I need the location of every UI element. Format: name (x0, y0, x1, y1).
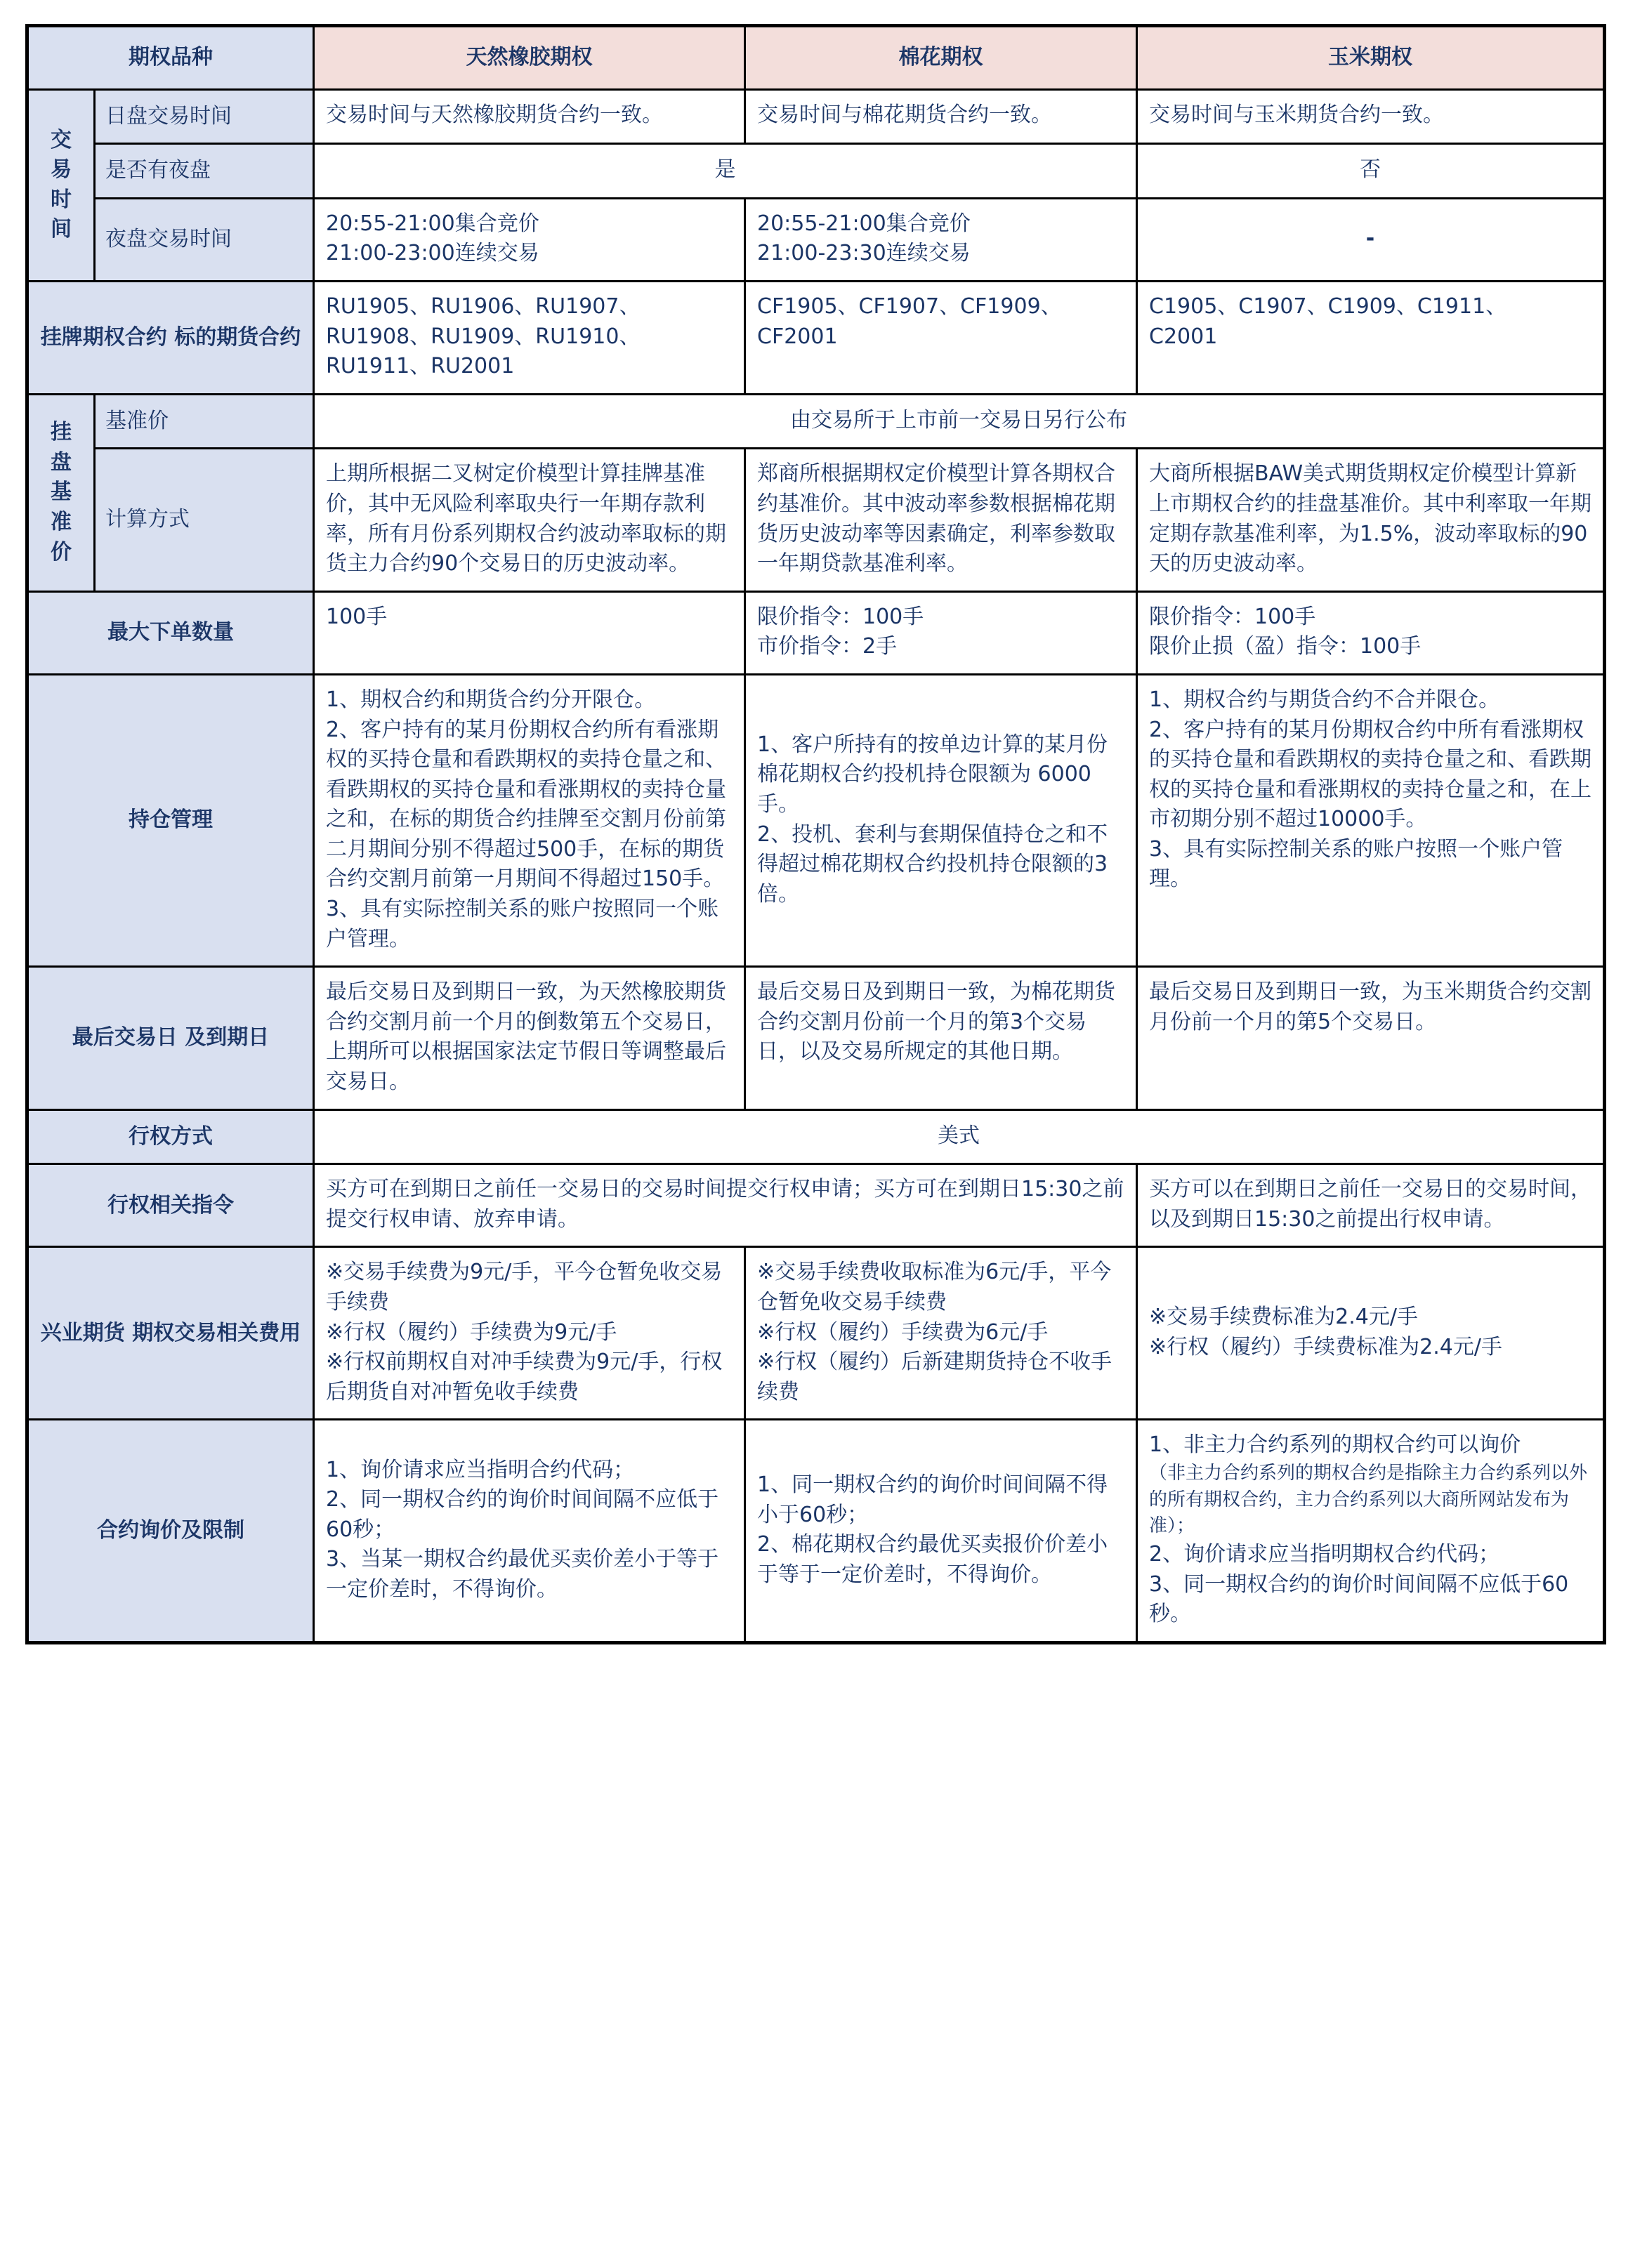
listed-contracts-corn-line-1: C1905、C1907、C1909、C1911、 (1149, 294, 1507, 319)
header-key-label: 期权品种 (27, 26, 314, 90)
listed-contracts-corn-line-2: C2001 (1149, 324, 1218, 349)
fees-rubber-line-3: ※行权前期权自对冲手续费为9元/手，行权后期货自对冲暂免收手续费 (326, 1350, 723, 1404)
last-trading-day-label-line-2: 及到期日 (185, 1025, 270, 1050)
group-label-listing-benchmark-text: 挂盘基准价 (51, 420, 72, 565)
fees-cotton-line-3: ※行权（履约）后新建期货持仓不收手续费 (757, 1350, 1112, 1404)
row-label-position-management: 持仓管理 (27, 674, 314, 966)
night-session-rubber-line-2: 21:00-23:00连续交易 (326, 241, 539, 266)
row-label-fees (27, 1247, 314, 1420)
row-label-max-order-qty: 最大下单数量 (27, 591, 314, 674)
table-row-exercise-style (27, 1109, 1605, 1164)
cell-calc-method-corn: 大商所根据BAW美式期货期权定价模型计算新上市期权合约的挂盘基准价。其中利率取一年期定期存款基准利率，为1.5%，波动率取标的90天的历史波动率。 (1137, 449, 1605, 591)
cell-quote-inquiry-rubber (314, 1420, 745, 1642)
group-label-trading-time-text: 交易时间 (51, 127, 72, 242)
quote-inquiry-corn-line-3: 3、同一期权合约的询价时间间隔不应低于60秒。 (1149, 1571, 1569, 1627)
cell-has-night-session-rubber-cotton: 是 (314, 144, 1137, 199)
fees-rubber-line-2: ※行权（履约）手续费为9元/手 (326, 1319, 617, 1345)
cell-calc-method-cotton: 郑商所根据期权定价模型计算各期权合约基准价。其中波动率参数根据棉花期货历史波动率等因素确定，利率参数取一年期贷款基准利率。 (745, 449, 1137, 591)
cell-day-session-corn: 交易时间与玉米期货合约一致。 (1137, 89, 1605, 144)
quote-inquiry-rubber-line-3: 3、当某一期权合约最优买卖价差小于等于一定价差时，不得询价。 (326, 1547, 719, 1602)
listed-contracts-cotton-line-1: CF1905、CF1907、CF1909、 (757, 294, 1062, 319)
cell-exercise-style-merged: 美式 (314, 1109, 1605, 1164)
cell-fees-rubber (314, 1247, 745, 1420)
cell-last-trading-day-rubber: 最后交易日及到期日一致，为天然橡胶期货合约交割月前一个月的倒数第五个交易日，上期所可以根据国家法定节假日等调整最后交易日。 (314, 967, 745, 1109)
position-management-corn-line-1: 1、期权合约与期货合约不合并限仓。 (1149, 687, 1500, 712)
cell-exercise-orders-corn: 买方可以在到期日之前任一交易日的交易时间，以及到期日15:30之前提出行权申请。 (1137, 1164, 1605, 1247)
header-product-cotton: 棉花期权 (745, 26, 1137, 90)
cell-max-order-qty-rubber: 100手 (314, 591, 745, 674)
night-session-cotton-line-1: 20:55-21:00集合竞价 (757, 211, 971, 236)
cell-night-session-corn: - (1137, 198, 1605, 281)
position-management-rubber-line-2: 2、客户持有的某月份期权合约所有看涨期权的买持仓量和看跌期权的卖持仓量之和、看跌期权的买持仓量和看涨期权的卖持仓量之和，在标的期货合约挂牌至交割月份前第二月期间分别不得超过500手，在标的期货合约交割月前第一月期间不得超过150手。 (326, 717, 726, 892)
quote-inquiry-corn-note: （非主力合约系列的期权合约是指除主力合约系列以外的所有期权合约，主力合约系列以大商所网站发布为准）； (1149, 1462, 1588, 1537)
cell-quote-inquiry-corn (1137, 1420, 1605, 1642)
cell-fees-corn (1137, 1247, 1605, 1420)
header-product-corn: 玉米期权 (1137, 26, 1605, 90)
listed-contracts-rubber-line-2: RU1908、RU1909、RU1910、 (326, 324, 641, 349)
listed-contracts-label-line-2: 标的期货合约 (174, 324, 301, 350)
group-label-listing-benchmark (27, 394, 95, 591)
header-product-rubber: 天然橡胶期权 (314, 26, 745, 90)
table-row-benchmark-price (27, 394, 1605, 449)
max-order-qty-cotton-line-1: 限价指令：100手 (757, 604, 924, 629)
row-label-quote-inquiry: 合约询价及限制 (27, 1420, 314, 1642)
listed-contracts-label-line-1: 挂牌期权合约 (40, 324, 167, 350)
row-label-benchmark-price: 基准价 (95, 394, 314, 449)
row-label-has-night-session: 是否有夜盘 (95, 144, 314, 199)
group-label-trading-time (27, 89, 95, 281)
row-label-listed-contracts (27, 281, 314, 394)
quote-inquiry-rubber-line-2: 2、同一期权合约的询价时间间隔不应低于60秒； (326, 1487, 719, 1542)
table-row-listed-contracts (27, 281, 1605, 394)
quote-inquiry-corn-line-1: 1、非主力合约系列的期权合约可以询价 (1149, 1432, 1521, 1458)
table-row-exercise-orders (27, 1164, 1605, 1247)
cell-quote-inquiry-cotton (745, 1420, 1137, 1642)
fees-cotton-line-2: ※行权（履约）手续费为6元/手 (757, 1319, 1049, 1345)
cell-night-session-rubber (314, 198, 745, 281)
quote-inquiry-rubber-line-1: 1、询价请求应当指明合约代码； (326, 1457, 635, 1482)
cell-listed-contracts-rubber (314, 281, 745, 394)
row-label-night-session: 夜盘交易时间 (95, 198, 314, 281)
cell-day-session-rubber: 交易时间与天然橡胶期货合约一致。 (314, 89, 745, 144)
cell-day-session-cotton: 交易时间与棉花期货合约一致。 (745, 89, 1137, 144)
cell-max-order-qty-cotton (745, 591, 1137, 674)
cell-fees-cotton (745, 1247, 1137, 1420)
last-trading-day-label-line-1: 最后交易日 (72, 1025, 178, 1050)
fees-corn-line-1: ※交易手续费标准为2.4元/手 (1149, 1305, 1418, 1330)
table-row-has-night-session (27, 144, 1605, 199)
fees-rubber-line-1: ※交易手续费为9元/手，平今仓暂免收交易手续费 (326, 1260, 723, 1314)
cell-listed-contracts-cotton (745, 281, 1137, 394)
quote-inquiry-cotton-line-1: 1、同一期权合约的询价时间间隔不得小于60秒； (757, 1472, 1108, 1527)
listed-contracts-rubber-line-3: RU1911、RU2001 (326, 354, 515, 379)
cell-last-trading-day-corn: 最后交易日及到期日一致，为玉米期货合约交割月份前一个月的第5个交易日。 (1137, 967, 1605, 1109)
table-row-fees (27, 1247, 1605, 1420)
listed-contracts-cotton-line-2: CF2001 (757, 324, 838, 349)
fees-label-line-2: 期权交易相关费用 (132, 1320, 301, 1345)
cell-position-management-corn (1137, 674, 1605, 966)
cell-last-trading-day-cotton: 最后交易日及到期日一致，为棉花期货合约交割月份前一个月的第3个交易日，以及交易所规定的其他日期。 (745, 967, 1137, 1109)
fees-label-line-1: 兴业期货 (40, 1320, 125, 1345)
row-label-calc-method: 计算方式 (95, 449, 314, 591)
quote-inquiry-corn-line-2: 2、询价请求应当指明期权合约代码； (1149, 1542, 1500, 1567)
max-order-qty-cotton-line-2: 市价指令：2手 (757, 634, 898, 659)
table-row-max-order-qty (27, 591, 1605, 674)
cell-position-management-rubber (314, 674, 745, 966)
table-header-row (27, 26, 1605, 90)
fees-corn-line-2: ※行权（履约）手续费标准为2.4元/手 (1149, 1334, 1502, 1359)
cell-max-order-qty-corn (1137, 591, 1605, 674)
table-row-last-trading-day (27, 967, 1605, 1109)
fees-cotton-line-1: ※交易手续费收取标准为6元/手，平今仓暂免收交易手续费 (757, 1260, 1112, 1314)
table-row-position-management (27, 674, 1605, 966)
table-row-night-session (27, 198, 1605, 281)
cell-benchmark-price-merged: 由交易所于上市前一交易日另行公布 (314, 394, 1605, 449)
cell-listed-contracts-corn (1137, 281, 1605, 394)
row-label-exercise-style: 行权方式 (27, 1109, 314, 1164)
row-label-day-session: 日盘交易时间 (95, 89, 314, 144)
position-management-cotton-line-1: 1、客户所持有的按单边计算的某月份棉花期权合约投机持仓限额为 6000 手。 (757, 732, 1108, 817)
position-management-corn-line-3: 3、具有实际控制关系的账户按照一个账户管理。 (1149, 836, 1563, 892)
cell-exercise-orders-rubber-cotton: 买方可在到期日之前任一交易日的交易时间提交行权申请；买方可在到期日15:30之前提交行权申请、放弃申请。 (314, 1164, 1137, 1247)
night-session-cotton-line-2: 21:00-23:30连续交易 (757, 241, 971, 266)
row-label-exercise-orders: 行权相关指令 (27, 1164, 314, 1247)
night-session-rubber-line-1: 20:55-21:00集合竞价 (326, 211, 539, 236)
cell-has-night-session-corn: 否 (1137, 144, 1605, 199)
cell-night-session-cotton (745, 198, 1137, 281)
table-row-day-session (27, 89, 1605, 144)
max-order-qty-corn-line-1: 限价指令：100手 (1149, 604, 1316, 629)
listed-contracts-rubber-line-1: RU1905、RU1906、RU1907、 (326, 294, 641, 319)
position-management-rubber-line-3: 3、具有实际控制关系的账户按照同一个账户管理。 (326, 897, 719, 951)
cell-position-management-cotton (745, 674, 1137, 966)
options-comparison-table (25, 24, 1606, 1644)
cell-calc-method-rubber: 上期所根据二叉树定价模型计算挂牌基准价，其中无风险利率取央行一年期存款利率，所有月份系列期权合约波动率取标的期货主力合约90个交易日的历史波动率。 (314, 449, 745, 591)
row-label-last-trading-day (27, 967, 314, 1109)
position-management-rubber-line-1: 1、期权合约和期货合约分开限仓。 (326, 687, 656, 712)
position-management-cotton-line-2: 2、投机、套利与套期保值持仓之和不得超过棉花期权合约投机持仓限额的3倍。 (757, 822, 1108, 906)
position-management-corn-line-2: 2、客户持有的某月份期权合约中所有看涨期权的买持仓量和看跌期权的卖持仓量之和、看跌期权的买持仓量和看涨期权的卖持仓量之和，在上市初期分别不超过10000手。 (1149, 717, 1591, 832)
quote-inquiry-cotton-line-2: 2、棉花期权合约最优买卖报价价差小于等于一定价差时，不得询价。 (757, 1532, 1108, 1587)
max-order-qty-corn-line-2: 限价止损（盈）指令：100手 (1149, 634, 1422, 659)
table-row-quote-inquiry (27, 1420, 1605, 1642)
table-row-calc-method (27, 449, 1605, 591)
